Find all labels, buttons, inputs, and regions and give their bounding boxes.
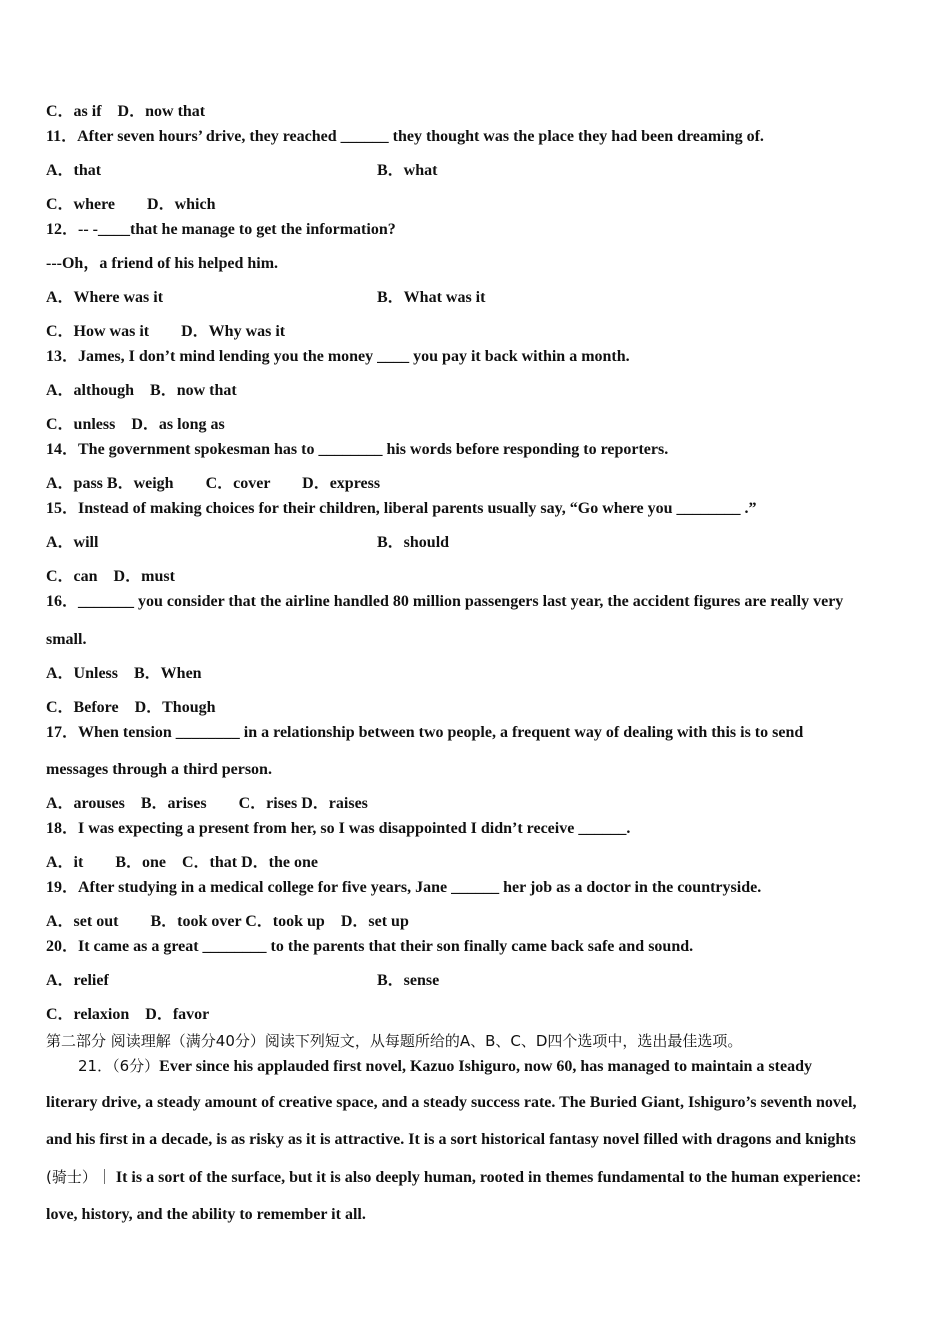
q14-options: A．pass B．weigh C．cover D．express	[46, 475, 381, 492]
q18-question: 18．I was expecting a present from her, so I was disappointed I didn’t receive ______.	[46, 820, 631, 837]
q16-options-cd: C．Before D．Though	[46, 699, 216, 716]
q20-question: 20．It came as a great ________ to the parents that their son finally came back safe and sound.	[46, 938, 694, 955]
passage-line-2: literary drive, a steady amount of creative space, and a steady success rate. The Buried Giant, Ishiguro’s seventh novel,	[46, 1094, 857, 1111]
passage-line-3: and his first in a decade, is as risky as it is attractive. It is a sort historical fantasy novel filled with dragons and knights	[46, 1131, 856, 1148]
q16-question-cont: small.	[46, 631, 87, 648]
q20-option-b: B．sense	[377, 972, 440, 989]
passage-line-4	[46, 1167, 861, 1188]
q12-options-cd: C．How was it D．Why was it	[46, 323, 286, 340]
q13-question: 13．James, I don’t mind lending you the money ____ you pay it back within a month.	[46, 348, 630, 365]
section-heading: 第二部分 阅读理解（满分40分）阅读下列短文，从每题所给的A、B、C、D四个选项中，选出最佳选项。	[46, 1032, 743, 1050]
passage-line-5: love, history, and the ability to remember it all.	[46, 1206, 366, 1223]
q19-options: A．set out B．took over C．took up D．set up	[46, 913, 409, 930]
q17-question-cont: messages through a third person.	[46, 761, 272, 778]
q10-options-cd: C．as if D．now that	[46, 103, 206, 120]
passage-text: It is a sort of the surface, but it is also deeply human, rooted in themes fundamental to the human experience:	[115, 1169, 862, 1186]
q19-question: 19．After studying in a medical college for five years, Jane ______ her job as a doctor in the countryside.	[46, 879, 762, 896]
q11-option-b: B．what	[377, 162, 438, 179]
q12-option-a: A．Where was it	[46, 289, 164, 306]
q20-options-cd: C．relaxion D．favor	[46, 1006, 210, 1023]
q12-option-b: B．What was it	[377, 289, 486, 306]
q12-question: 12．-- -____that he manage to get the information?	[46, 221, 396, 238]
knights-gloss: (骑士）｜	[46, 1168, 112, 1186]
q20-option-a: A．relief	[46, 972, 109, 989]
q16-question: 16．_______ you consider that the airline handled 80 million passengers last year, the accident figures are really very	[46, 593, 844, 610]
q16-options-ab: A．Unless B．When	[46, 665, 202, 682]
q17-options: A．arouses B．arises C．rises D．raises	[46, 795, 368, 812]
q15-question: 15．Instead of making choices for their children, liberal parents usually say, “Go where you ________ .”	[46, 500, 757, 517]
q12-reply: ---Oh，a friend of his helped him.	[46, 255, 279, 272]
q11-options-cd: C．where D．which	[46, 196, 216, 213]
q17-question: 17．When tension ________ in a relationship between two people, a frequent way of dealing with this is to send	[46, 724, 804, 741]
q11-option-a: A．that	[46, 162, 102, 179]
question-number: 21．（6分）	[78, 1057, 160, 1075]
passage-text: Ever since his applauded first novel, Kazuo Ishiguro, now 60, has managed to maintain a steady	[159, 1058, 812, 1075]
passage-line-1	[78, 1056, 812, 1077]
q15-option-a: A．will	[46, 534, 99, 551]
q18-options: A．it B．one C．that D．the one	[46, 854, 318, 871]
q14-question: 14．The government spokesman has to ________ his words before responding to reporters.	[46, 441, 669, 458]
q13-options-ab: A．although B．now that	[46, 382, 237, 399]
q11-question: 11．After seven hours’ drive, they reached ______ they thought was the place they had been dreaming of.	[46, 128, 764, 145]
q15-option-b: B．should	[377, 534, 450, 551]
q13-options-cd: C．unless D．as long as	[46, 416, 225, 433]
q15-options-cd: C．can D．must	[46, 568, 175, 585]
